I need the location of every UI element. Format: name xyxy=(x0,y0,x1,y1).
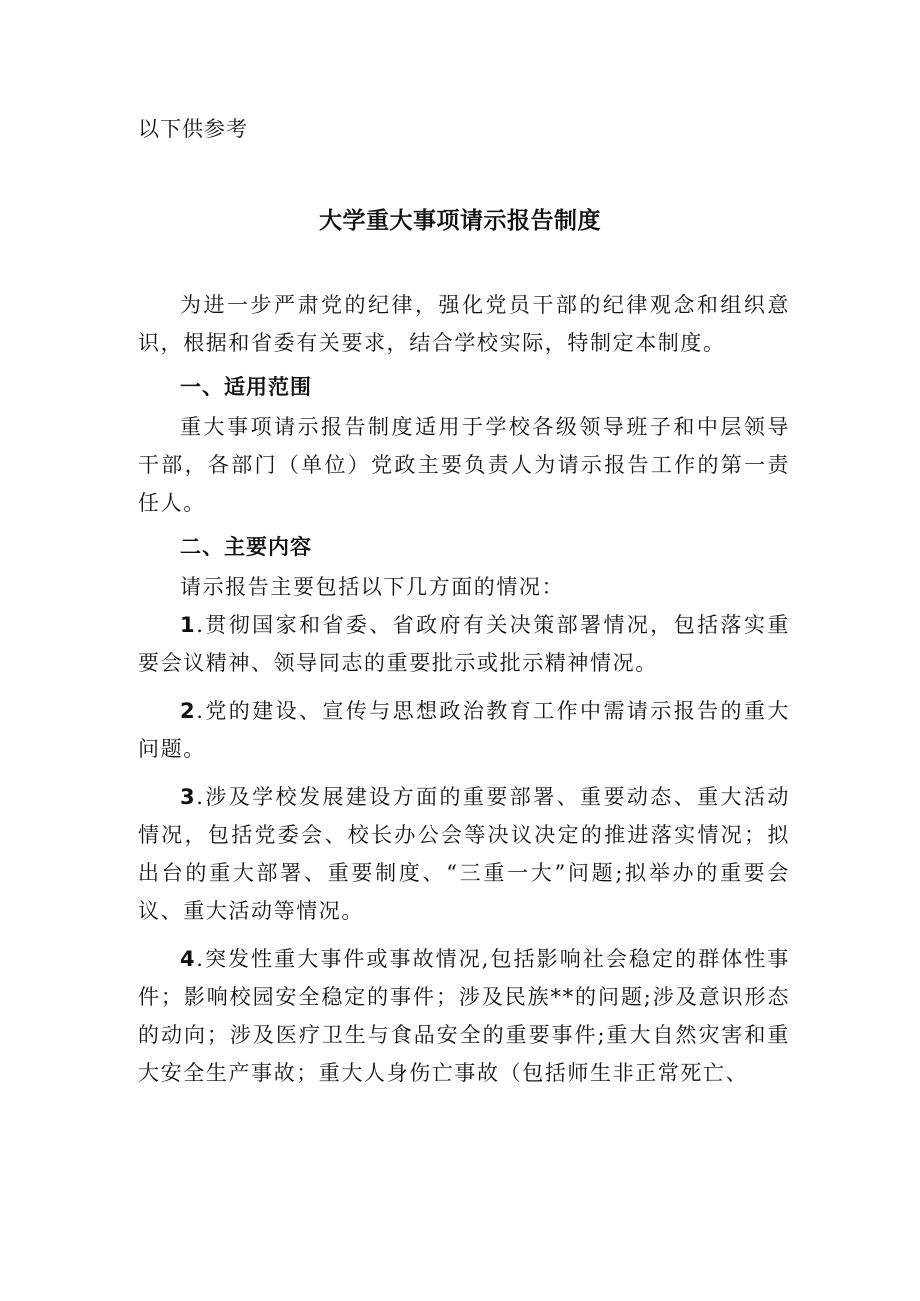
scope-paragraph: 重大事项请示报告制度适用于学校各级领导班子和中层领导干部，各部门（单位）党政主要负责人为请示报告工作的第一责任人。 xyxy=(138,415,790,515)
reference-note: 以下供参考 xyxy=(138,117,248,141)
item-number: 4 xyxy=(180,947,197,971)
item-text: .涉及学校发展建设方面的重要部署、重要动态、重大活动情况，包括党委会、校长办公会等决议决定的推进落实情况；拟出台的重大部署、重要制度、“三重一大”问题;拟举办的重要会议、重大活动等情况。 xyxy=(138,785,790,923)
item-text: .突发性重大事件或事故情况,包括影响社会稳定的群体性事件；影响校园安全稳定的事件；涉及民族**的问题;涉及意识形态的动向；涉及医疗卫生与食品安全的重要事件;重大自然灾害和重大安全生产事故；重大人身伤亡事故（包括师生非正常死亡、 xyxy=(138,947,790,1085)
content-item-3 xyxy=(138,778,790,930)
document-body xyxy=(138,286,790,1092)
content-item-4 xyxy=(138,940,790,1092)
item-text: .贯彻国家和省委、省政府有关决策部署情况，包括落实重要会议精神、领导同志的重要批示或批示精神情况。 xyxy=(138,613,790,675)
content-lead-paragraph: 请示报告主要包括以下几方面的情况： xyxy=(180,575,565,599)
document-title: 大学重大事项请示报告制度 xyxy=(319,208,601,234)
intro-paragraph: 为进一步严肃党的纪律，强化党员干部的纪律观念和组织意识，根据和省委有关要求，结合学校实际，特制定本制度。 xyxy=(138,293,790,355)
content-item-2 xyxy=(138,692,790,768)
item-number: 2 xyxy=(180,699,197,723)
item-text: .党的建设、宣传与思想政治教育工作中需请示报告的重大问题。 xyxy=(138,699,790,761)
item-number: 1 xyxy=(180,613,197,637)
item-number: 3 xyxy=(180,785,197,809)
content-item-1 xyxy=(138,606,790,682)
section-heading-content: 二、主要内容 xyxy=(180,535,312,559)
section-heading-scope: 一、适用范围 xyxy=(180,375,312,399)
